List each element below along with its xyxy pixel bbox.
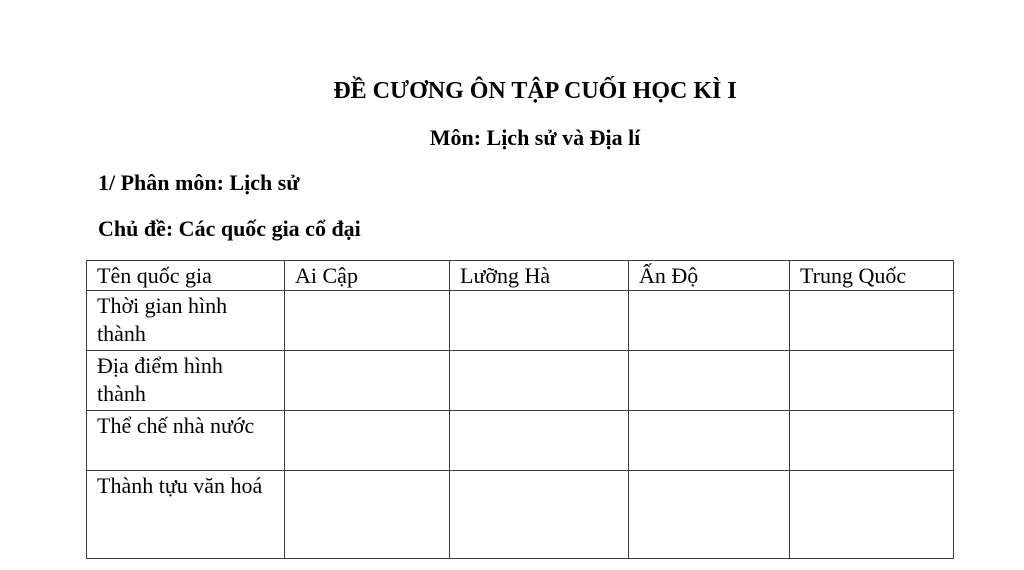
header-cell-mesopotamia: Lưỡng Hà: [450, 261, 629, 291]
table-cell[interactable]: [450, 291, 629, 351]
table-cell[interactable]: [285, 411, 450, 471]
header-cell-china: Trung Quốc: [790, 261, 954, 291]
table-cell[interactable]: [629, 411, 790, 471]
row-label-formation-place: Địa điểm hình thành: [87, 351, 285, 411]
ancient-states-table: [86, 260, 954, 559]
document-title: ĐỀ CƯƠNG ÔN TẬP CUỐI HỌC KÌ I: [333, 78, 737, 104]
table-row: [87, 411, 954, 471]
header-cell-india: Ấn Độ: [629, 261, 790, 291]
table-cell[interactable]: [450, 471, 629, 559]
row-label-formation-time: Thời gian hình thành: [87, 291, 285, 351]
table-header-row: [87, 261, 954, 291]
section-heading: 1/ Phân môn: Lịch sử: [98, 170, 300, 195]
row-label-cultural-achievements: Thành tựu văn hoá: [87, 471, 285, 559]
table-cell[interactable]: [790, 471, 954, 559]
table-cell[interactable]: [285, 471, 450, 559]
header-cell-egypt: Ai Cập: [285, 261, 450, 291]
table-cell[interactable]: [450, 411, 629, 471]
table-row: [87, 351, 954, 411]
table-row: [87, 471, 954, 559]
table-cell[interactable]: [450, 351, 629, 411]
table-cell[interactable]: [790, 411, 954, 471]
table-cell[interactable]: [629, 291, 790, 351]
header-cell-country-name: Tên quốc gia: [87, 261, 285, 291]
table-cell[interactable]: [790, 351, 954, 411]
table-row: [87, 291, 954, 351]
table-cell[interactable]: [790, 291, 954, 351]
table-cell[interactable]: [285, 351, 450, 411]
table-cell[interactable]: [629, 471, 790, 559]
table-cell[interactable]: [285, 291, 450, 351]
table-cell[interactable]: [629, 351, 790, 411]
topic-heading: Chủ đề: Các quốc gia cổ đại: [98, 216, 361, 241]
document-subtitle: Môn: Lịch sử và Địa lí: [429, 125, 641, 150]
row-label-state-system: Thể chế nhà nước: [87, 411, 285, 471]
